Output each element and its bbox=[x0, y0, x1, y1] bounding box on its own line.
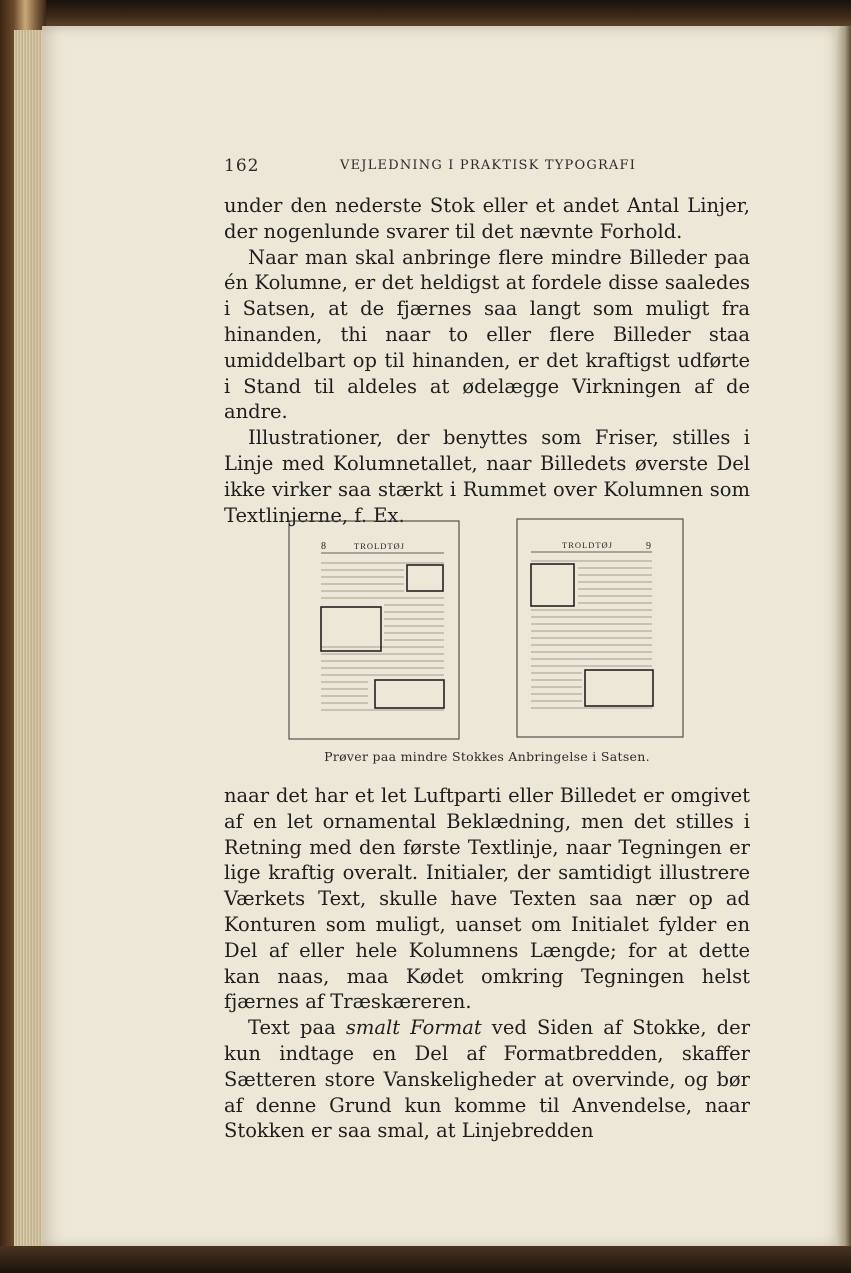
left-page-number: 8 bbox=[321, 541, 326, 552]
page-number: 162 bbox=[224, 156, 260, 176]
running-title: VEJLEDNING I PRAKTISK TYPOGRAFI bbox=[340, 158, 637, 173]
right-page-header: TROLDTØJ bbox=[562, 540, 613, 550]
book-bottom-edge bbox=[0, 1246, 851, 1273]
left-wide-block bbox=[375, 680, 444, 708]
right-page-diagram bbox=[517, 519, 683, 737]
right-wide-block bbox=[585, 670, 653, 706]
left-medium-block bbox=[321, 607, 381, 651]
paragraph: Naar man skal anbringe flere mindre Billeder paa én Kolumne, er det heldigst at fordele disse saaledes i Satsen, at de fjærnes saa langt som muligt fra hinanden, thi naar to eller flere Billeder staa umiddelbart op til hinanden, er det kraftigst udførte i Stand til aldeles at ødelægge Virkningen af de andre. bbox=[224, 245, 750, 424]
left-page-diagram bbox=[289, 521, 459, 739]
italic-text: smalt Format bbox=[345, 1016, 482, 1040]
left-page-header: TROLDTØJ bbox=[354, 541, 405, 551]
left-small-block bbox=[407, 565, 443, 591]
running-head bbox=[224, 156, 744, 176]
text-run: ved Siden af Stokke, der kun indtage en Del af Formatbredden, skaffer Sætteren store Vanskeligheder at overvinde, og bør af denne Grund kun komme til Anvendelse, naar Stokken er saa smal, at Linjebredden bbox=[224, 1016, 751, 1143]
right-page-number: 9 bbox=[646, 541, 651, 552]
paragraph: naar det har et let Luftparti eller Billedet er omgivet af en let ornamental Beklædning, men det stilles i Retning med den første Textlinje, naar Tegningen er lige kraftig overalt. Initialer, der samtidigt illustrere Værkets Text, skulle have Texten saa nær op ad Konturen som muligt, uanset om Initialet fylder en Del af eller hele Kolumnens Længde; for at dette kan naas, maa Kødet omkring Tegningen helst fjærnes af Træskæreren. bbox=[224, 784, 750, 1014]
book-top-edge bbox=[0, 0, 851, 26]
figure-caption: Prøver paa mindre Stokkes Anbringelse i Satsen. bbox=[324, 749, 650, 764]
text-block-bottom bbox=[224, 783, 750, 1144]
paragraph: Illustrationer, der benyttes som Friser, stilles i Linje med Kolumnetallet, naar Billedets øverste Del ikke virker saa stærkt i Rummet over Kolumnen som Textlinjerne, f. Ex. bbox=[224, 426, 750, 527]
paragraph: under den nederste Stok eller et andet Antal Linjer, der nogenlunde svarer til det nævnte Forhold. bbox=[224, 194, 750, 243]
layout-illustration bbox=[288, 517, 688, 747]
page-stack-edge bbox=[14, 30, 44, 1250]
right-medium-block bbox=[531, 564, 574, 606]
text-run: Text paa bbox=[248, 1016, 346, 1040]
text-block-top bbox=[224, 193, 750, 528]
left-page-frame bbox=[289, 521, 459, 739]
paragraph-with-italic bbox=[224, 1015, 750, 1144]
page-right-edge bbox=[836, 26, 851, 1248]
